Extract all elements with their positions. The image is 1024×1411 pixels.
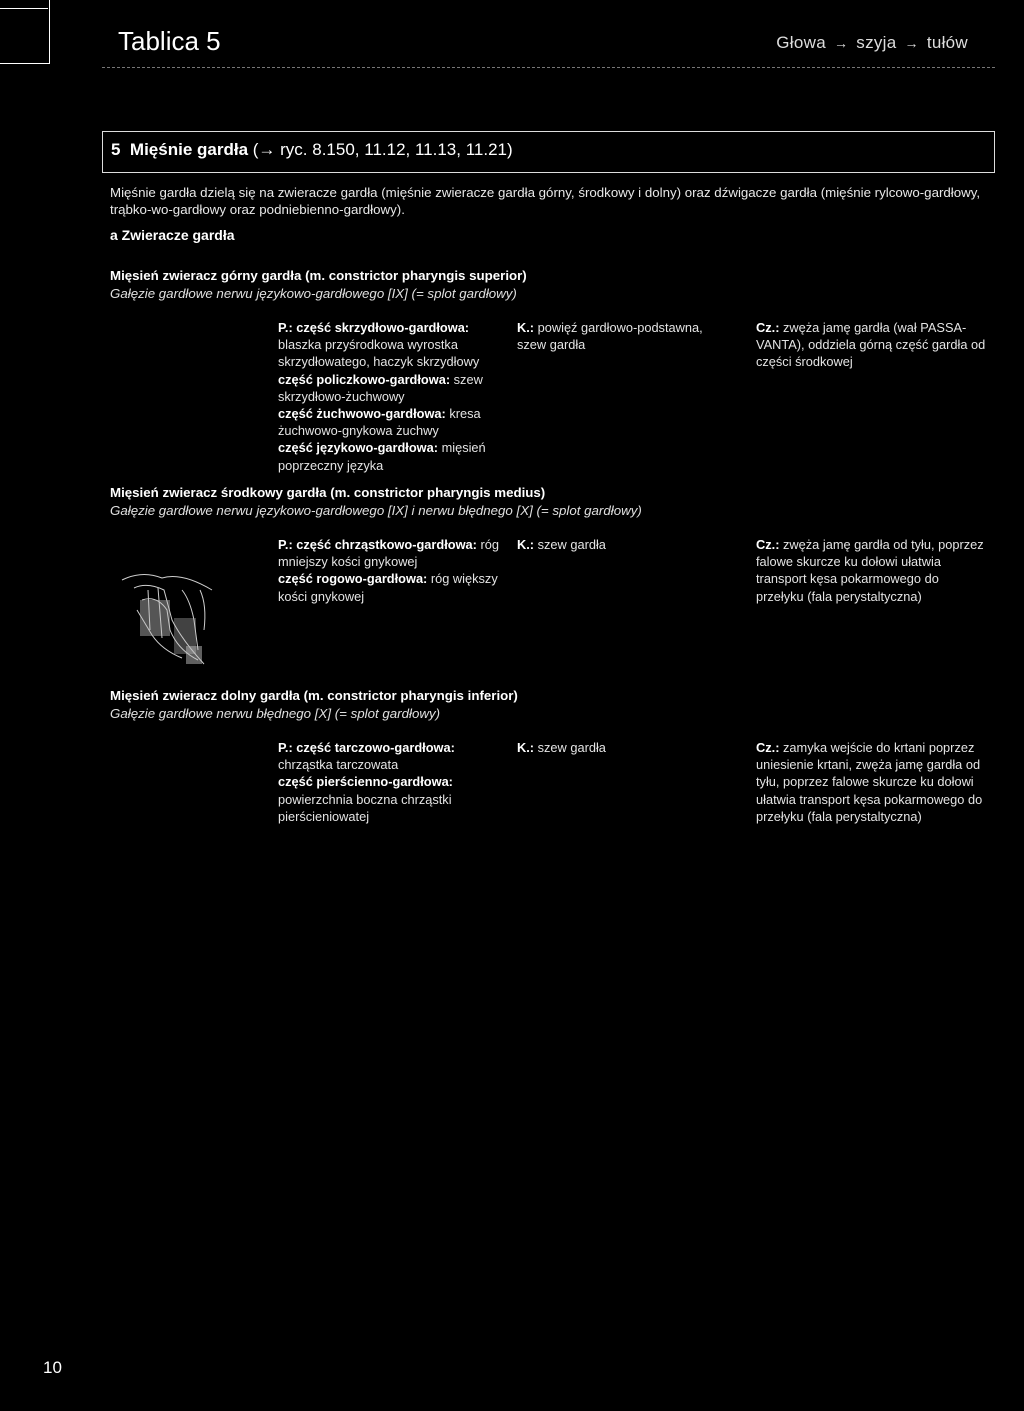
origin-part-text: chrząstka tarczowata xyxy=(278,757,399,773)
muscle-innervation: Gałęzie gardłowe nerwu językowo-gardłowego [IX] i nerwu błędnego [X] (= splot gardłowy) xyxy=(110,503,642,518)
plate-title: Tablica 5 xyxy=(118,26,221,56)
page-number: 10 xyxy=(43,1358,62,1377)
origin-prefix: P.: xyxy=(278,320,293,335)
function-prefix: Cz.: xyxy=(756,740,780,755)
origin-part-label: część tarczowo-gardłowa: xyxy=(296,740,455,755)
pharynx-illustration xyxy=(112,560,224,668)
origin-part-text: róg większy kości gnykowej xyxy=(278,571,498,604)
muscle-innervation: Gałęzie gardłowe nerwu językowo-gardłowego [IX] (= splot gardłowy) xyxy=(110,286,517,301)
function-column xyxy=(756,319,986,371)
insertion-prefix: K.: xyxy=(517,320,535,335)
origin-part-label: część chrząstkowo-gardłowa: xyxy=(296,537,477,552)
insertion-prefix: K.: xyxy=(517,537,535,552)
breadcrumb-item-neck: szyja xyxy=(856,33,897,52)
function-text: zamyka wejście do krtani poprzez uniesienie krtani, zwęża jamę gardła od tyłu, poprzez falowe skurcze ku dołowi ułatwia transport kęsa pokarmowego do przełyku (fala perystaltyczna) xyxy=(756,740,983,824)
breadcrumb xyxy=(776,33,968,53)
insertion-column xyxy=(517,739,727,756)
arrow-right-icon: → xyxy=(833,35,849,51)
origin-column xyxy=(278,739,508,825)
insertion-text: powięź gardłowo-podstawna, szew gardła xyxy=(517,320,703,353)
origin-part-label: część żuchwowo-gardłowa: xyxy=(278,406,446,422)
origin-part-label: część pierścienno-gardłowa: xyxy=(278,774,453,790)
origin-part-text: blaszka przyśrodkowa wyrostka skrzydłowatego, haczyk skrzydłowy xyxy=(278,337,480,370)
section-name: Mięśnie gardła xyxy=(129,140,249,159)
header-divider xyxy=(102,67,995,68)
muscle-name: Mięsień zwieracz środkowy gardła (m. constrictor pharyngis medius) xyxy=(110,485,546,500)
muscle-innervation: Gałęzie gardłowe nerwu błędnego [X] (= splot gardłowy) xyxy=(110,706,441,721)
insertion-text: szew gardła xyxy=(537,740,606,755)
section-number: 5 xyxy=(111,140,121,159)
origin-part-text: szew skrzydłowo-żuchwowy xyxy=(278,371,483,404)
muscle-name: Mięsień zwieracz górny gardła (m. constrictor pharyngis superior) xyxy=(110,268,527,283)
origin-part-text: róg mniejszy kości gnykowej xyxy=(278,537,499,570)
function-column xyxy=(756,739,986,825)
origin-part-text: mięsień poprzeczny języka xyxy=(278,440,486,473)
arrow-right-icon: → xyxy=(904,35,919,51)
function-prefix: Cz.: xyxy=(756,537,780,552)
function-prefix: Cz.: xyxy=(756,320,780,335)
intro-paragraph: Mięśnie gardła dzielą się na zwieracze gardła (mięśnie zwieracze gardła górny, środkowy i dolny) oraz dźwigacze gardła (mięśnie rylcowo-gardłowy, trąbko-wo-gardłowy oraz podniebienno-gardłowy). xyxy=(110,185,981,217)
origin-column xyxy=(278,319,508,474)
subsection-heading: a Zwieracze gardła xyxy=(110,227,235,243)
insertion-text: szew gardła xyxy=(537,537,606,552)
insertion-prefix: K.: xyxy=(517,740,535,755)
insertion-column xyxy=(517,536,727,553)
origin-part-text: kresa żuchwowo-gnykowa żuchwy xyxy=(278,406,481,439)
origin-prefix: P.: xyxy=(278,537,293,552)
origin-prefix: P.: xyxy=(278,740,293,755)
breadcrumb-item-head: Głowa xyxy=(776,33,826,52)
corner-marker xyxy=(0,0,50,64)
origin-column xyxy=(278,536,508,605)
muscle-name: Mięsień zwieracz dolny gardła (m. constrictor pharyngis inferior) xyxy=(110,688,518,703)
function-text: zwęża jamę gardła od tyłu, poprzez falowe skurcze ku dołowi ułatwia transport kęsa pokarmowego do przełyku (fala perystaltyczna) xyxy=(756,537,984,604)
insertion-column xyxy=(517,319,727,353)
origin-part-label: część skrzydłowo-gardłowa: xyxy=(296,320,470,335)
function-text: zwęża jamę gardła (wał PASSA-VANTA), oddziela górną część gardła od części środkowej xyxy=(756,320,986,370)
section-title xyxy=(111,140,513,160)
origin-part-label: część językowo-gardłowa: xyxy=(278,440,439,456)
origin-part-text: powierzchnia boczna chrząstki pierścieniowatej xyxy=(278,791,452,824)
origin-part-label: część policzkowo-gardłowa: xyxy=(278,371,451,387)
origin-part-label: część rogowo-gardłowa: xyxy=(278,571,428,587)
breadcrumb-item-trunk: tułów xyxy=(926,33,968,52)
section-refs: (→ ryc. 8.150, 11.12, 11.13, 11.21) xyxy=(252,140,513,159)
function-column xyxy=(756,536,986,605)
